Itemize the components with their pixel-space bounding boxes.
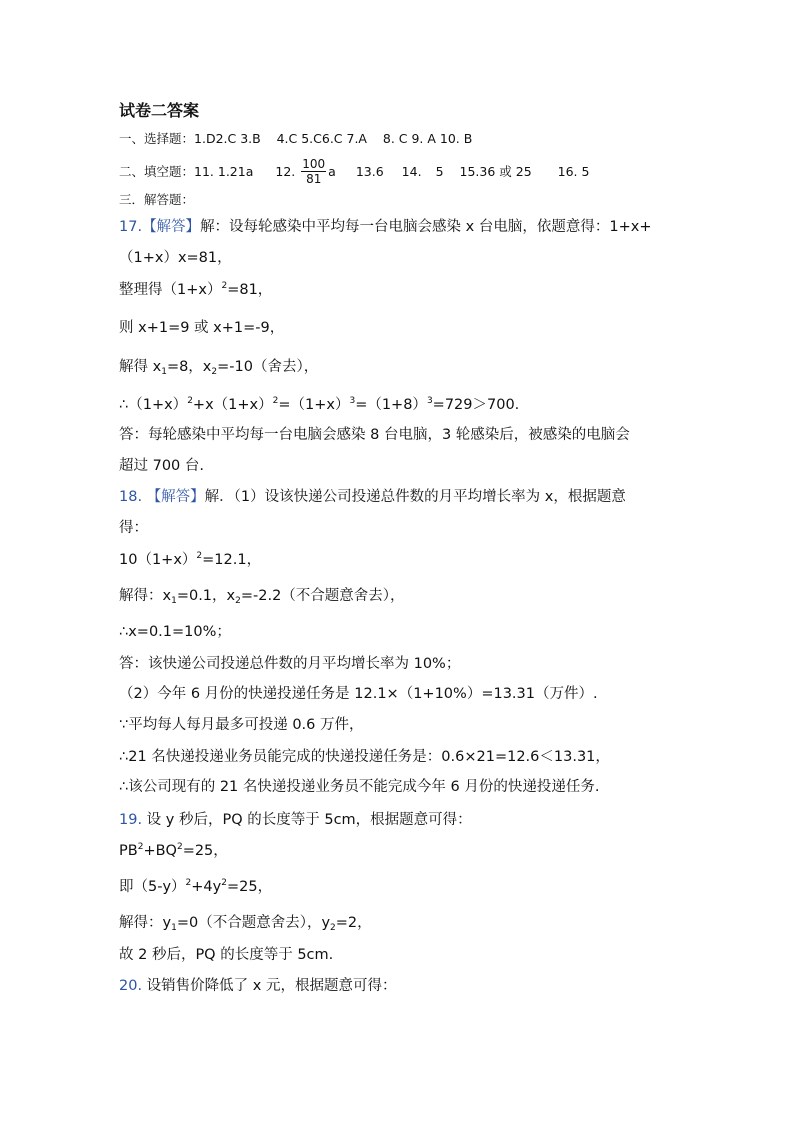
superscript: 3: [426, 396, 433, 406]
text: 设 y 秒后，PQ 的长度等于 5cm，根据题意可得：: [146, 812, 472, 828]
text: +BQ: [143, 843, 177, 859]
answer-tag: 【解答】: [146, 489, 205, 505]
question-number: 19.: [119, 812, 143, 828]
fraction-numerator: 100: [302, 157, 326, 171]
question-number: 20.: [119, 978, 143, 994]
q19-line-1: [119, 810, 472, 830]
answer-12-variable: a: [328, 164, 336, 179]
text: +4y: [191, 879, 222, 895]
q18-line-6: 答：该快递公司投递总件数的月平均增长率为 10%；: [119, 656, 461, 672]
text: 解：设每轮感染中平均每一台电脑会感染 x 台电脑，依题意得：1+x+: [200, 219, 652, 235]
text: =25，: [226, 879, 273, 895]
subscript: 2: [235, 596, 241, 606]
q18-line-3: [119, 550, 261, 570]
subscript: 2: [330, 923, 336, 933]
q17-line-2: （1+x）x=81，: [119, 250, 232, 266]
text: =8，x: [166, 359, 212, 375]
subscript: 1: [171, 923, 177, 933]
text: =12.1，: [202, 552, 262, 568]
section-label: 二、填空题：: [119, 164, 195, 179]
text: 设销售价降低了 x 元，根据题意可得：: [146, 978, 397, 994]
q18-line-1: [119, 487, 626, 507]
multiple-choice-answers: [119, 129, 472, 149]
text: =0（不合题意舍去），y: [176, 915, 331, 931]
q18-line-2: 得：: [119, 520, 148, 536]
subscript: 1: [161, 367, 167, 377]
superscript: 2: [272, 396, 279, 406]
q17-line-6: [119, 395, 519, 415]
answer-13: 13.6: [355, 164, 384, 179]
page-title: 试卷二答案: [119, 101, 200, 120]
answer-11: 11. 1.21a: [194, 164, 254, 179]
q19-line-5: 故 2 秒后，PQ 的长度等于 5cm.: [119, 947, 334, 963]
q19-line-2: [119, 841, 228, 861]
answer-14-label: 14.: [401, 164, 422, 179]
text: 即（5-y）: [119, 879, 186, 895]
q20-line-1: [119, 976, 396, 996]
fraction: [301, 157, 326, 186]
text: 解得 x: [119, 359, 162, 375]
text: 解得：x: [119, 588, 172, 604]
answer-12-label: 12.: [275, 164, 296, 179]
fill-blank-answers: [119, 158, 589, 187]
text: =81，: [227, 282, 273, 298]
text: +x（1+x）: [192, 397, 273, 413]
answer-15: 15.36 或 25: [459, 164, 532, 179]
choice-answer-list: 1.D2.C 3.B 4.C 5.C6.C 7.A 8. C 9. A 10. B: [194, 131, 473, 146]
subscript: 1: [171, 596, 177, 606]
text: =（1+x）: [278, 397, 350, 413]
q18-line-4: [119, 586, 405, 606]
text: =（1+8）: [355, 397, 427, 413]
superscript: 2: [221, 281, 228, 291]
section-label: 一、选择题：: [119, 131, 195, 146]
q18-line-10: ∴该公司现有的 21 名快递投递业务员不能完成今年 6 月份的快递投递任务.: [119, 779, 600, 795]
answer-16: 16. 5: [557, 164, 590, 179]
q18-line-9: ∴21 名快递投递业务员能完成的快递投递任务是：0.6×21=12.6＜13.31，: [119, 749, 610, 765]
text: =729＞700.: [432, 397, 520, 413]
text: 解得：y: [119, 915, 172, 931]
text: PB: [119, 843, 138, 859]
text: 整理得（1+x）: [119, 282, 222, 298]
q17-line-1: [119, 217, 651, 237]
text: =0.1，x: [176, 588, 236, 604]
fraction-denominator: 81: [306, 172, 322, 186]
superscript: 2: [221, 878, 227, 888]
q17-line-4: 则 x+1=9 或 x+1=-9，: [119, 320, 285, 336]
superscript: 2: [176, 842, 183, 852]
section-label: 三．解答题：: [119, 192, 195, 207]
q18-line-5: ∴x=0.1=10%；: [119, 624, 231, 640]
superscript: 2: [137, 842, 144, 852]
text: 解．（1）设该快递公司投递总件数的月平均增长率为 x，根据题意: [204, 489, 626, 505]
superscript: 2: [185, 878, 192, 888]
superscript: 2: [196, 551, 203, 561]
text: =25，: [182, 843, 228, 859]
q17-line-8: 超过 700 台.: [119, 458, 205, 474]
q18-line-7: （2）今年 6 月份的快递投递任务是 12.1×（1+10%）=13.31（万件）.: [119, 686, 598, 702]
q19-line-3: [119, 877, 272, 897]
question-number: 18.: [119, 489, 143, 505]
answer-tag: 【解答】: [142, 219, 201, 235]
text: =2，: [335, 915, 372, 931]
q19-line-4: [119, 913, 372, 933]
q17-line-3: [119, 280, 272, 300]
question-number: 17.: [119, 219, 143, 235]
subscript: 2: [211, 367, 218, 377]
text: ∴（1+x）: [119, 397, 188, 413]
superscript: 3: [349, 396, 356, 406]
text: 10（1+x）: [119, 552, 197, 568]
text: =-2.2（不合题意舍去），: [240, 588, 405, 604]
superscript: 2: [187, 396, 193, 406]
text: =-10（舍去），: [217, 359, 319, 375]
q17-line-7: 答：每轮感染中平均每一台电脑会感染 8 台电脑，3 轮感染后，被感染的电脑会: [119, 427, 630, 443]
q17-line-5: [119, 357, 318, 377]
answer-14-value: 5: [435, 164, 444, 179]
q18-line-8: ∵平均每人每月最多可投递 0.6 万件，: [119, 717, 364, 733]
